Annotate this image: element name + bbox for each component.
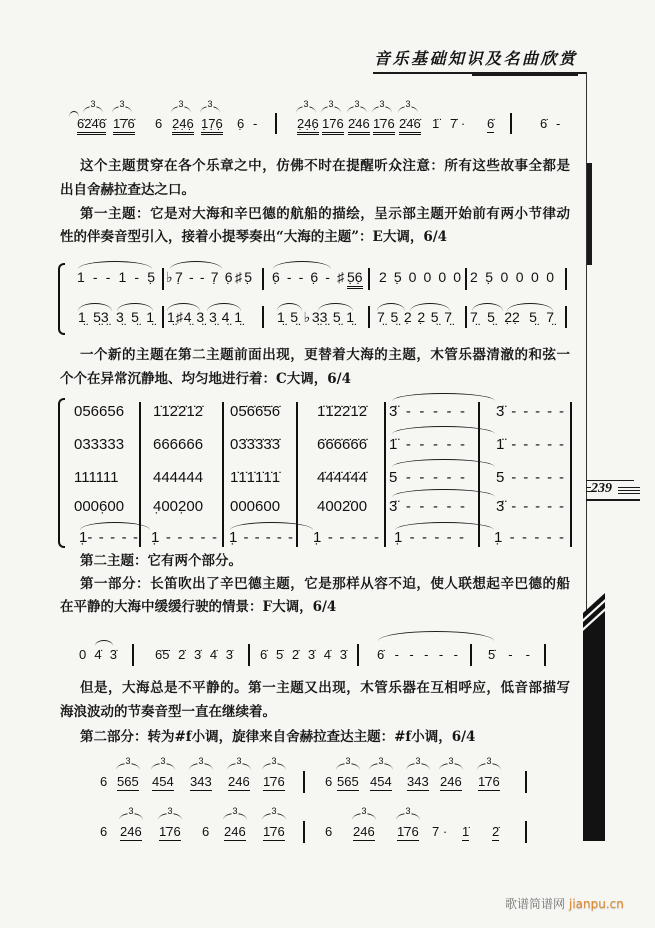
note-group: 454 — [152, 774, 174, 789]
tie-arc — [378, 631, 494, 641]
note-group: 343 — [407, 774, 429, 789]
note: 1̈ — [432, 116, 440, 131]
note-group: 1̇76 — [397, 824, 419, 839]
barline — [470, 644, 472, 666]
note-group: 1̇76 — [263, 774, 285, 789]
paragraph-line: 个个在异常沉静地、均匀地进行着：C大调，6/4 — [60, 371, 351, 387]
chord-cell: 0006̣00 — [74, 498, 125, 515]
measure-upper: 2 5̣ 0 0 0 0 — [379, 269, 461, 285]
triplet-mark: 3 — [227, 763, 251, 770]
chord-cell: 05̇6̇6̇5̇6̇ — [230, 403, 281, 420]
note: 6 — [325, 774, 333, 789]
triplet-mark: 3 — [112, 106, 132, 113]
triplet-mark: 3 — [398, 106, 418, 113]
paragraph-line: 这个主题贯穿在各个乐章之中，仿佛不时在提醒听众注意：所有这些故事全都是 — [80, 158, 570, 174]
page-number-stripe — [618, 493, 640, 494]
barline — [384, 402, 386, 547]
note: 6 — [325, 824, 333, 839]
tie-arc — [392, 426, 495, 434]
chord-cell: 03̇3̇3̇3̇3̇ — [230, 436, 281, 453]
chord-cell: 4002̇00 — [317, 498, 368, 515]
note-group: 246 — [440, 774, 462, 789]
triplet-mark: 3 — [347, 106, 367, 113]
dash: - — [253, 116, 258, 131]
note-group: 565 — [117, 774, 139, 789]
triplet-mark: 3 — [336, 763, 360, 770]
measure-upper: 2 5̣ 0 0 0 0 — [470, 269, 554, 285]
note-group: 246 — [353, 824, 375, 839]
slur-arc — [78, 261, 152, 269]
paragraph-line: 出自舍赫拉查达之口。 — [60, 182, 195, 198]
triplet-mark: 3 — [321, 106, 341, 113]
page-number: 239 — [591, 481, 612, 496]
chord-cell: 444444 — [153, 469, 204, 486]
note: 2̇ — [492, 824, 500, 839]
note-group: 1̇76 — [478, 774, 500, 789]
chord-cell: 5 - - - - - — [389, 469, 465, 486]
barline — [368, 268, 370, 290]
measure: 0 4̇ 3̇ — [79, 647, 117, 662]
note: 1̇ — [462, 824, 470, 839]
triplet-mark: 3 — [439, 763, 463, 770]
triplet-mark: 3 — [296, 106, 316, 113]
chord-cell: 3̈ - - - - - — [389, 403, 465, 420]
paragraph-line: 第一部分：长笛吹出了辛巴德主题，它是那样从容不迫，使人联想起辛巴德的船 — [80, 576, 570, 592]
system-bracket — [58, 263, 65, 335]
note-group: 176 — [322, 116, 344, 135]
note-group: 565 — [337, 774, 359, 789]
barline — [565, 268, 567, 290]
triplet-mark: 3 — [119, 813, 143, 820]
chord-cell: 033333 — [74, 436, 125, 453]
note-group: 343 — [190, 774, 212, 789]
paragraph-line: 一个新的主题在第二主题前面出现，更替着大海的主题，木管乐器清澈的和弦一 — [80, 347, 570, 363]
measure-upper: 1 - - 1 - 5̣ — [77, 269, 155, 285]
running-header-title: 音乐基础知识及名曲欣赏 — [374, 49, 578, 68]
tie-arc — [392, 393, 495, 401]
barline — [565, 306, 567, 328]
triplet-mark: 3 — [116, 763, 140, 770]
watermark-site-name: 歌谱简谱网 — [505, 897, 566, 911]
triplet-mark: 3 — [189, 763, 213, 770]
paragraph-line: 第二主题：它有两个部分。 — [80, 553, 242, 569]
note: 6 — [100, 774, 108, 789]
note-group: 454 — [370, 774, 392, 789]
note-group: 5̣6̣ — [347, 269, 363, 289]
measure: 5̇ - - — [488, 647, 530, 662]
note-group: 246 — [224, 824, 246, 839]
barline — [544, 644, 546, 666]
chord-cell: 6̇6̇6̇6̇6̇6̇ — [317, 436, 368, 453]
note-group: 1̇76 — [263, 824, 285, 839]
chord-cell: 111111 — [74, 469, 119, 486]
barline — [465, 306, 467, 328]
triplet-mark: 3 — [396, 813, 420, 820]
chord-cell: 4̇4̇4̇4̇4̇4̇ — [317, 469, 368, 486]
note: 6̇ — [487, 116, 495, 131]
note-group: 2̣4̣6̣ — [297, 116, 319, 135]
tie-arc — [392, 459, 495, 467]
barline — [162, 306, 164, 328]
system-bracket — [58, 398, 65, 548]
paragraph-line: 在平静的大海中缓缓行驶的情景：F大调，6/4 — [60, 599, 337, 615]
note-group: 2̣4̣6̣ — [172, 116, 194, 135]
triplet-mark: 3 — [352, 813, 376, 820]
barline — [465, 268, 467, 290]
measure-lower: 1̤ 5̤ ♭3̤3̤ 5̤ 1̤ — [277, 309, 354, 325]
note: 6 — [155, 116, 163, 131]
page-number-stripe — [618, 490, 640, 491]
barline — [222, 402, 224, 547]
note-group: 1̇76 — [159, 824, 181, 839]
margin-bottom-bar — [583, 593, 605, 841]
note: 6 — [202, 824, 210, 839]
barline — [162, 268, 164, 290]
dash: - — [556, 116, 561, 131]
chord-cell: 1̣ - - - - - — [151, 529, 217, 546]
triplet-mark: 3 — [406, 763, 430, 770]
paragraph-line: 性的伴奏音型引入，接着小提琴奏出“大海的主题”：E大调，6/4 — [60, 229, 448, 245]
note-group: 6̇2̇4̇6̇ — [77, 116, 106, 135]
tie-arc — [392, 489, 495, 497]
note-group: 246 — [120, 824, 142, 839]
note: 6 — [100, 824, 108, 839]
triplet-mark: 3 — [223, 813, 247, 820]
paragraph-line: 第一主题：它是对大海和辛巴德的航船的描绘，呈示部主题开始前有两小节律动 — [80, 206, 570, 222]
note-group: 1̇7̇6̇ — [113, 116, 135, 135]
chord-cell: 1̣- - - - - — [79, 529, 138, 546]
barline — [368, 306, 370, 328]
note-group: 2̇4̇6̇ — [399, 116, 421, 135]
page-number-rule-bottom — [586, 499, 640, 501]
barline — [303, 821, 305, 843]
triplet-mark: 3 — [369, 763, 393, 770]
chord-cell: 5 - - - - - — [496, 469, 564, 486]
tie-arc — [95, 640, 113, 646]
chord-cell: 1̇1̇2̇2̇1̇2̇ — [153, 403, 204, 420]
barline — [357, 644, 359, 666]
measure: 6̇ - - - - - — [377, 647, 458, 662]
triplet-mark: 3 — [262, 813, 286, 820]
measure-upper: 6̣ - - 6̣ - ♯ — [272, 269, 344, 285]
barline — [262, 306, 264, 328]
paragraph-line: 但是，大海总是不平静的。第一主题又出现，木管乐器在互相呼应，低音部描写 — [80, 680, 570, 696]
chord-cell: 1̇1̇1̇1̇1̇1̇ — [230, 469, 281, 486]
barline — [275, 113, 277, 134]
chord-cell: 1̈1̈2̇2̇1̇2̇ — [317, 403, 368, 420]
margin-thumb-bar — [587, 163, 592, 265]
chord-cell: 3̈ - - - - - — [496, 403, 564, 420]
note-group: 2̇46 — [348, 116, 370, 135]
note-group: 1̇76 — [373, 116, 395, 135]
chord-cell: 1̣ - - - - - — [494, 529, 564, 546]
margin-vertical-rule — [586, 72, 587, 615]
triplet-mark: 3 — [200, 106, 220, 113]
triplet-mark: 3 — [151, 763, 175, 770]
header-rule-thick — [472, 72, 578, 76]
barline — [525, 771, 527, 793]
note: 6̇ — [540, 116, 548, 131]
note: 7̇ · — [450, 116, 466, 131]
chord-cell: 1̣ - - - - - — [313, 529, 379, 546]
page-number-stripe — [618, 487, 640, 488]
barline — [570, 402, 572, 547]
triplet-mark: 3 — [262, 763, 286, 770]
watermark-domain: jianpu.cn — [569, 897, 624, 911]
note-group: 246 — [228, 774, 250, 789]
measure-lower: 1̤♯4̤ 3̤ 3̤ 4̤ 1̤ — [167, 309, 242, 325]
triplet-mark: 3 — [477, 763, 501, 770]
slur-arc — [170, 261, 222, 269]
chord-cell: 056656 — [74, 403, 125, 420]
measure: 6̇ 5̇ 2̇ 3̇ 4̇ 3̇ — [260, 647, 347, 662]
barline — [510, 113, 512, 134]
measure-lower: 7̤ 5̤ 2̣ 2̣ 5̤ 7̤ — [377, 309, 452, 325]
chord-cell: 666666 — [153, 436, 204, 453]
measure-upper: ♭7̣ - - 7̣ 6̣♯5̣ — [166, 269, 252, 285]
chord-cell: 3̈ - - - - - — [496, 498, 564, 515]
barline — [248, 644, 250, 666]
barline — [262, 268, 264, 290]
note: 6̣ — [237, 116, 245, 131]
measure-lower: 1̤ 5̤3̤ 3̤ 5̤ 1̤ — [78, 309, 154, 325]
chord-cell: 1̣ - - - - - — [229, 529, 293, 546]
note: 7 · — [432, 824, 448, 839]
barline — [303, 771, 305, 793]
measure-lower: 7̤ 5̤ 2̣2̣ 5̤ 7̤ — [470, 309, 554, 325]
triplet-mark: 3 — [372, 106, 392, 113]
paragraph-line: 第二部分：转为#f小调，旋律来自舍赫拉查达主题：#f小调，6/4 — [80, 729, 476, 745]
barline — [525, 821, 527, 843]
triplet-mark: 3 — [83, 106, 103, 113]
note-group: 1̣7̣6̣ — [201, 116, 223, 135]
chord-cell: 4̣002̣00 — [153, 498, 204, 515]
chord-cell: 3̈ - - - - - — [389, 498, 465, 515]
triplet-mark: 3 — [171, 106, 191, 113]
chord-cell: 000600 — [230, 498, 281, 515]
paragraph-line: 海浪波动的节奏音型一直在继续着。 — [60, 704, 276, 720]
slur-arc — [273, 261, 331, 269]
barline — [132, 644, 134, 666]
chord-cell: 1̈ - - - - - — [389, 436, 465, 453]
chord-cell: 1̈ - - - - - — [496, 436, 564, 453]
chord-cell: 1̣ - - - - - — [394, 529, 464, 546]
measure: 6̇5̇ 2̇ 3̇ 4̇ 3̇ — [155, 647, 233, 662]
triplet-mark: 3 — [158, 813, 182, 820]
watermark — [505, 895, 624, 913]
